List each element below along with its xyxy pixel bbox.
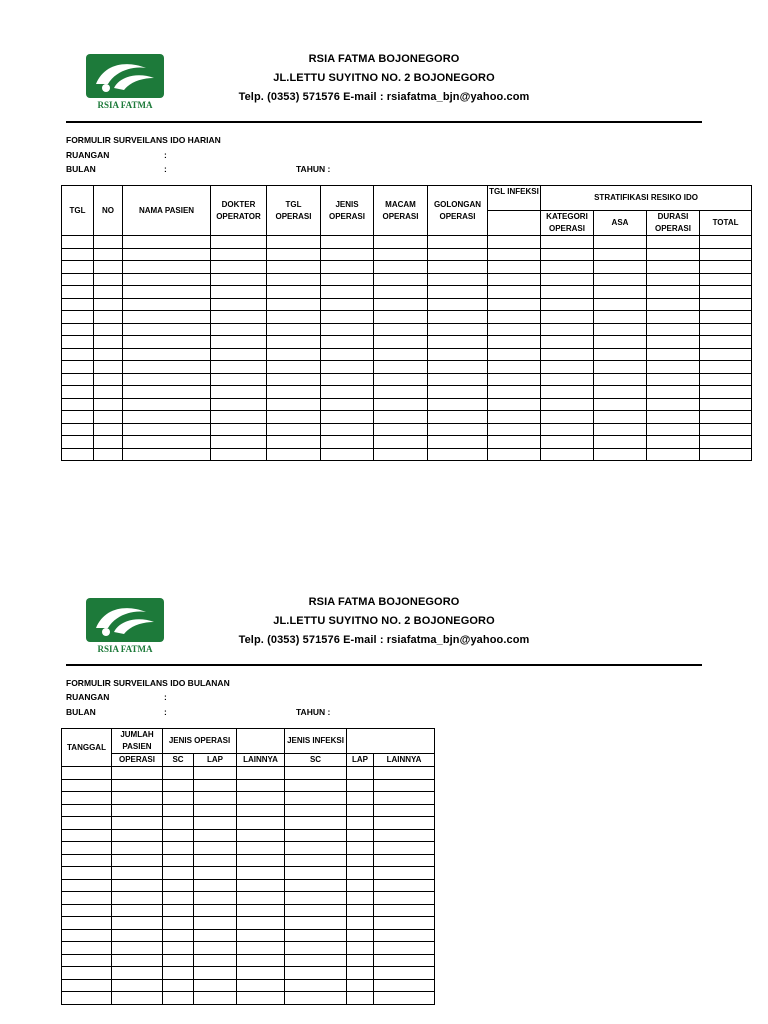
- room-colon: :: [164, 692, 167, 702]
- table-cell[interactable]: [374, 892, 435, 905]
- col-header-jenis-operasi: JENIS OPERASI: [321, 186, 374, 236]
- table-row: [62, 917, 435, 930]
- table-cell[interactable]: [112, 967, 163, 980]
- col-header-jumlah-pasien: JUMLAH PASIEN: [112, 729, 163, 754]
- col-header-jenis-operasi: JENIS OPERASI: [163, 729, 237, 754]
- table-cell[interactable]: [112, 954, 163, 967]
- table-cell[interactable]: [347, 767, 374, 780]
- table-row: [62, 892, 435, 905]
- table-row: [62, 967, 435, 980]
- table-cell[interactable]: [112, 804, 163, 817]
- table-cell[interactable]: [347, 917, 374, 930]
- table-cell[interactable]: [163, 929, 194, 942]
- table-cell[interactable]: [374, 779, 435, 792]
- table-cell[interactable]: [237, 879, 285, 892]
- col-header-durasi-operasi: DURASI OPERASI: [647, 211, 700, 236]
- table-cell[interactable]: [285, 904, 347, 917]
- table-cell[interactable]: [194, 892, 237, 905]
- table-row: [62, 992, 435, 1005]
- table-cell[interactable]: [374, 817, 435, 830]
- table-cell[interactable]: [374, 904, 435, 917]
- table-cell[interactable]: [285, 954, 347, 967]
- table-cell[interactable]: [62, 854, 112, 867]
- table-row: [62, 829, 435, 842]
- monthly-table-body: [62, 767, 435, 1005]
- logo-text: RSIA FATMA: [97, 644, 153, 654]
- col-header-sc: SC: [163, 754, 194, 767]
- table-cell[interactable]: [62, 917, 112, 930]
- table-cell[interactable]: [347, 804, 374, 817]
- table-row: [62, 817, 435, 830]
- table-cell[interactable]: [163, 842, 194, 855]
- table-cell[interactable]: [163, 779, 194, 792]
- table-cell[interactable]: [112, 792, 163, 805]
- table-cell[interactable]: [62, 829, 112, 842]
- table-cell[interactable]: [112, 867, 163, 880]
- table-row: [62, 979, 435, 992]
- table-cell[interactable]: [285, 979, 347, 992]
- year-label: TAHUN :: [296, 707, 331, 717]
- col-header-total: TOTAL: [700, 211, 752, 236]
- table-cell[interactable]: [237, 804, 285, 817]
- table-cell[interactable]: [237, 904, 285, 917]
- table-cell[interactable]: [285, 942, 347, 955]
- table-cell[interactable]: [347, 892, 374, 905]
- table-cell[interactable]: [194, 829, 237, 842]
- table-cell[interactable]: [194, 817, 237, 830]
- hospital-name: RSIA FATMA BOJONEGORO: [308, 53, 460, 65]
- table-cell[interactable]: [237, 779, 285, 792]
- table-cell[interactable]: [374, 842, 435, 855]
- table-cell[interactable]: [112, 779, 163, 792]
- table-cell[interactable]: [285, 792, 347, 805]
- table-cell[interactable]: [112, 904, 163, 917]
- table-cell[interactable]: [237, 842, 285, 855]
- table-cell[interactable]: [112, 979, 163, 992]
- table-cell[interactable]: [194, 904, 237, 917]
- table-cell[interactable]: [374, 879, 435, 892]
- table-cell[interactable]: [285, 892, 347, 905]
- table-cell[interactable]: [112, 829, 163, 842]
- table-cell[interactable]: [237, 829, 285, 842]
- table-cell[interactable]: [374, 979, 435, 992]
- room-colon: :: [164, 150, 167, 160]
- table-cell[interactable]: [237, 867, 285, 880]
- table-cell[interactable]: [194, 842, 237, 855]
- table-cell[interactable]: [347, 992, 374, 1005]
- table-cell[interactable]: [163, 979, 194, 992]
- table-cell[interactable]: [112, 917, 163, 930]
- hospital-address: JL.LETTU SUYITNO NO. 2 BOJONEGORO: [273, 615, 495, 627]
- table-cell[interactable]: [163, 967, 194, 980]
- table-cell[interactable]: [194, 917, 237, 930]
- table-cell[interactable]: [374, 867, 435, 880]
- col-header-macam-operasi: MACAM OPERASI: [374, 186, 428, 236]
- table-cell[interactable]: [194, 804, 237, 817]
- col-header-asa: ASA: [594, 211, 647, 236]
- table-cell[interactable]: [112, 942, 163, 955]
- table-cell[interactable]: [163, 804, 194, 817]
- table-cell[interactable]: [374, 942, 435, 955]
- table-row: [62, 954, 435, 967]
- table-cell[interactable]: [62, 879, 112, 892]
- room-label: RUANGAN: [66, 692, 110, 702]
- table-row: [62, 867, 435, 880]
- table-cell[interactable]: [374, 929, 435, 942]
- month-colon: :: [164, 164, 167, 174]
- col-header-jenis-infeksi: JENIS INFEKSI: [285, 729, 347, 754]
- col-header-golongan-operasi: GOLONGAN OPERASI: [428, 186, 488, 236]
- table-cell[interactable]: [112, 817, 163, 830]
- table-cell[interactable]: [163, 817, 194, 830]
- table-cell[interactable]: [163, 917, 194, 930]
- table-cell[interactable]: [285, 929, 347, 942]
- table-cell[interactable]: [194, 792, 237, 805]
- table-cell[interactable]: [112, 767, 163, 780]
- table-cell[interactable]: [285, 804, 347, 817]
- table-cell[interactable]: [374, 967, 435, 980]
- table-cell[interactable]: [285, 854, 347, 867]
- table-row: [62, 804, 435, 817]
- table-cell[interactable]: [347, 829, 374, 842]
- table-cell[interactable]: [62, 904, 112, 917]
- col-header-sc-infeksi: SC: [285, 754, 347, 767]
- year-label: TAHUN :: [296, 164, 331, 174]
- table-cell[interactable]: [285, 992, 347, 1005]
- table-cell[interactable]: [62, 954, 112, 967]
- table-cell[interactable]: [237, 767, 285, 780]
- col-header-blank: [347, 729, 435, 754]
- table-cell[interactable]: [374, 854, 435, 867]
- table-cell[interactable]: [163, 879, 194, 892]
- hospital-contact: Telp. (0353) 571576 E-mail : rsiafatma_bjn@yahoo.com: [238, 634, 530, 646]
- table-cell[interactable]: [347, 854, 374, 867]
- table-cell[interactable]: [285, 829, 347, 842]
- col-header-dokter-operator: DOKTER OPERATOR: [211, 186, 267, 236]
- hospital-name: RSIA FATMA BOJONEGORO: [308, 596, 460, 608]
- table-cell[interactable]: [347, 779, 374, 792]
- table-cell[interactable]: [374, 992, 435, 1005]
- table-cell[interactable]: [347, 979, 374, 992]
- hospital-address: JL.LETTU SUYITNO NO. 2 BOJONEGORO: [273, 72, 495, 84]
- table-cell[interactable]: [62, 967, 112, 980]
- table-cell[interactable]: [237, 854, 285, 867]
- table-cell[interactable]: [62, 942, 112, 955]
- month-label: BULAN: [66, 707, 96, 717]
- table-cell[interactable]: [163, 992, 194, 1005]
- col-header-lap-infeksi: LAP: [347, 754, 374, 767]
- table-cell[interactable]: [62, 867, 112, 880]
- monthly-surveillance-table: [61, 728, 435, 1005]
- table-cell[interactable]: [112, 854, 163, 867]
- table-cell[interactable]: [285, 779, 347, 792]
- table-cell[interactable]: [163, 954, 194, 967]
- table-cell[interactable]: [285, 867, 347, 880]
- table-cell[interactable]: [347, 942, 374, 955]
- table-cell[interactable]: [112, 892, 163, 905]
- table-cell[interactable]: [285, 879, 347, 892]
- col-header-lainnya-infeksi: LAINNYA: [374, 754, 435, 767]
- table-cell[interactable]: [374, 767, 435, 780]
- table-cell[interactable]: [62, 979, 112, 992]
- col-header-tanggal: TANGGAL: [62, 729, 112, 767]
- table-cell[interactable]: [194, 992, 237, 1005]
- table-cell[interactable]: [112, 842, 163, 855]
- table-cell[interactable]: [237, 979, 285, 992]
- table-cell[interactable]: [237, 954, 285, 967]
- col-header-tgl-operasi: TGL OPERASI: [267, 186, 321, 236]
- table-row: [62, 842, 435, 855]
- table-cell[interactable]: [237, 942, 285, 955]
- table-cell[interactable]: [374, 829, 435, 842]
- col-header-blank: [237, 729, 285, 754]
- col-header-kategori-operasi: KATEGORI OPERASI: [541, 211, 594, 236]
- table-row: [62, 792, 435, 805]
- table-cell[interactable]: [347, 842, 374, 855]
- table-cell[interactable]: [347, 954, 374, 967]
- col-header-tgl: TGL: [62, 186, 94, 236]
- table-cell[interactable]: [163, 767, 194, 780]
- form-title: FORMULIR SURVEILANS IDO BULANAN: [66, 678, 230, 688]
- table-cell[interactable]: [374, 917, 435, 930]
- table-cell[interactable]: [112, 992, 163, 1005]
- table-cell[interactable]: [194, 767, 237, 780]
- table-cell[interactable]: [194, 979, 237, 992]
- table-cell[interactable]: [194, 929, 237, 942]
- month-colon: :: [164, 707, 167, 717]
- table-row: [62, 929, 435, 942]
- table-row: [62, 904, 435, 917]
- table-cell[interactable]: [163, 854, 194, 867]
- table-cell[interactable]: [237, 817, 285, 830]
- table-cell[interactable]: [347, 929, 374, 942]
- table-cell[interactable]: [62, 892, 112, 905]
- table-cell[interactable]: [112, 879, 163, 892]
- table-cell[interactable]: [237, 917, 285, 930]
- table-cell[interactable]: [62, 779, 112, 792]
- table-cell[interactable]: [62, 792, 112, 805]
- table-cell[interactable]: [347, 967, 374, 980]
- col-header-nama-pasien: NAMA PASIEN: [123, 186, 211, 236]
- table-cell[interactable]: [237, 892, 285, 905]
- table-cell[interactable]: [112, 929, 163, 942]
- table-cell[interactable]: [237, 967, 285, 980]
- table-cell[interactable]: [194, 867, 237, 880]
- table-cell[interactable]: [62, 929, 112, 942]
- col-header-tgl-infeksi: TGL INFEKSI: [488, 186, 541, 211]
- table-cell[interactable]: [285, 917, 347, 930]
- table-cell[interactable]: [62, 804, 112, 817]
- month-label: BULAN: [66, 164, 96, 174]
- col-header-lainnya: LAINNYA: [237, 754, 285, 767]
- table-cell[interactable]: [347, 904, 374, 917]
- table-cell[interactable]: [163, 942, 194, 955]
- table-row: [62, 779, 435, 792]
- table-cell[interactable]: [163, 867, 194, 880]
- form-title: FORMULIR SURVEILANS IDO HARIAN: [66, 135, 221, 145]
- col-header-lap: LAP: [194, 754, 237, 767]
- table-cell[interactable]: [237, 929, 285, 942]
- table-cell[interactable]: [374, 954, 435, 967]
- table-cell[interactable]: [374, 804, 435, 817]
- table-cell[interactable]: [347, 817, 374, 830]
- table-cell[interactable]: [194, 942, 237, 955]
- table-cell[interactable]: [163, 892, 194, 905]
- table-row: [62, 854, 435, 867]
- table-cell[interactable]: [163, 904, 194, 917]
- col-header-stratifikasi: STRATIFIKASI RESIKO IDO: [541, 186, 752, 211]
- table-cell[interactable]: [62, 767, 112, 780]
- table-row: [62, 767, 435, 780]
- table-cell[interactable]: [194, 967, 237, 980]
- table-cell[interactable]: [62, 817, 112, 830]
- col-header-no: NO: [94, 186, 123, 236]
- table-cell[interactable]: [237, 992, 285, 1005]
- table-cell[interactable]: [374, 792, 435, 805]
- table-cell[interactable]: [285, 817, 347, 830]
- table-cell[interactable]: [194, 779, 237, 792]
- table-cell[interactable]: [194, 854, 237, 867]
- table-row: [62, 879, 435, 892]
- table-cell[interactable]: [285, 767, 347, 780]
- hospital-contact: Telp. (0353) 571576 E-mail : rsiafatma_bjn@yahoo.com: [238, 91, 530, 103]
- table-cell[interactable]: [237, 792, 285, 805]
- table-cell[interactable]: [62, 992, 112, 1005]
- table-cell[interactable]: [194, 879, 237, 892]
- col-header-operasi: OPERASI: [112, 754, 163, 767]
- table-cell[interactable]: [194, 954, 237, 967]
- table-row: [62, 942, 435, 955]
- header-divider: [66, 664, 702, 666]
- room-label: RUANGAN: [66, 150, 110, 160]
- table-cell[interactable]: [347, 867, 374, 880]
- table-cell[interactable]: [285, 842, 347, 855]
- table-cell[interactable]: [347, 879, 374, 892]
- table-cell[interactable]: [163, 829, 194, 842]
- table-cell[interactable]: [347, 792, 374, 805]
- table-cell[interactable]: [62, 842, 112, 855]
- table-cell[interactable]: [285, 967, 347, 980]
- logo-text: RSIA FATMA: [97, 100, 153, 110]
- table-cell[interactable]: [163, 792, 194, 805]
